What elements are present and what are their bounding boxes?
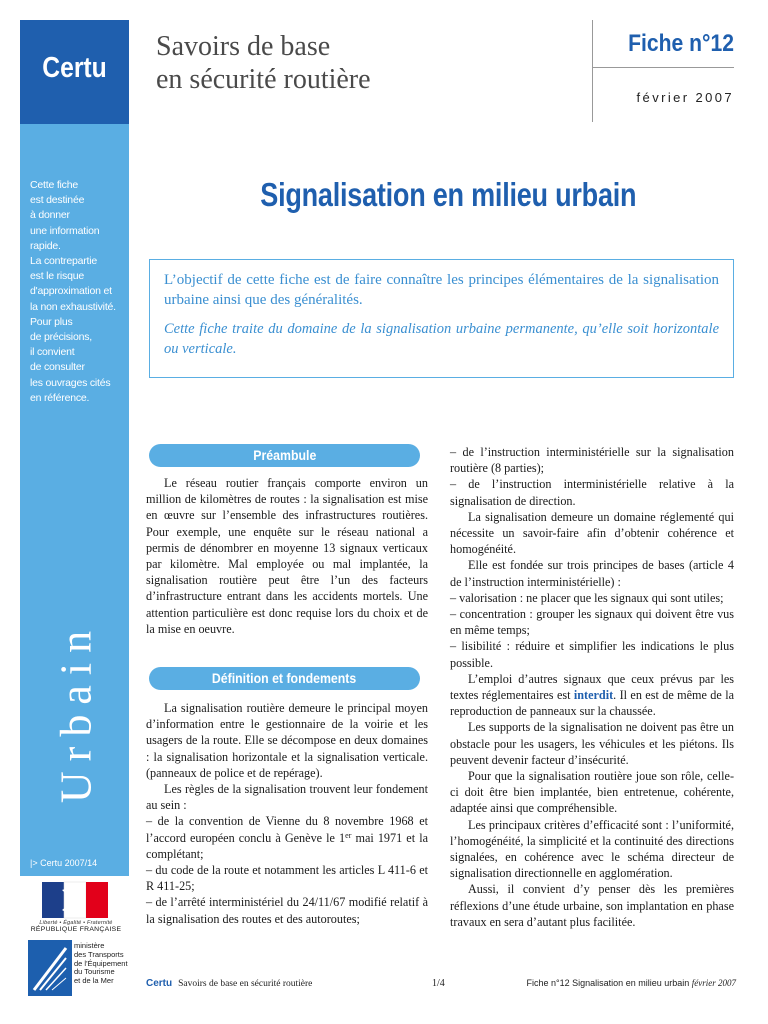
emphasis-interdit: interdit	[573, 688, 614, 703]
theme-label	[46, 602, 106, 822]
list-item: – concentration : grouper les signaux qui doivent être vus en même temps;	[450, 607, 734, 638]
intro-objective: L’objectif de cette fiche est de faire connaître les principes élémentaires de la signalisation urbaine ainsi que des généralités.	[164, 272, 719, 308]
note-line: il convient	[30, 346, 75, 359]
note-line: à donner	[30, 209, 70, 222]
rf-name: RÉPUBLIQUE FRANÇAISE	[30, 926, 122, 933]
section-heading-preambule: Préambule	[149, 444, 420, 467]
note-line: rapide.	[30, 239, 61, 252]
list-item: – de l’arrêté interministériel du 24/11/67 modifié relatif à la signalisation des routes et des autoroutes;	[146, 895, 428, 926]
list-item: – de l’instruction interministérielle relative à la signalisation de direction.	[450, 477, 734, 508]
note-line: en référence.	[30, 391, 90, 404]
intro-scope: Cette fiche traite du domaine de la signalisation urbaine permanente, qu’elle soit horizontale ou verticale.	[164, 321, 719, 357]
republique-francaise-logo	[28, 880, 124, 936]
note-line: La contrepartie	[30, 255, 98, 268]
list-item: – du code de la route et notamment les articles L 411-6 et R 411-25;	[146, 863, 428, 894]
certu-logo	[20, 20, 129, 124]
note-line: les ouvrages cités	[30, 376, 111, 389]
series-title: Savoirs de base en sécurité routière	[156, 31, 371, 95]
page-number: 1/4	[432, 978, 445, 989]
publication-date: février 2007	[636, 90, 734, 105]
note-line: d'approximation et	[30, 285, 112, 298]
brand-name: Certu	[42, 52, 107, 84]
sidebar	[20, 20, 129, 876]
marianne-icon	[28, 880, 124, 920]
footer-fiche-ref: Fiche n°12 Signalisation en milieu urbain février 2007	[526, 978, 736, 988]
note-line: de consulter	[30, 361, 85, 374]
note-line: Pour plus	[30, 315, 73, 328]
list-item: – valorisation : ne placer que les signaux qui sont utiles;	[450, 590, 724, 605]
footer-series: Savoirs de base en sécurité routière	[178, 979, 313, 989]
list-item: – lisibilité : réduire et simplifier les indications le plus possible.	[450, 639, 734, 670]
list-item: – de la convention de Vienne du 8 novembre 1968 et l’accord européen conclu à Genève le 1er mai 1971 et la complétant;	[146, 814, 428, 861]
ministry-emblem-icon	[28, 940, 72, 996]
page-footer	[146, 978, 736, 992]
theme-label-text: Urbain	[51, 620, 101, 804]
sidebar-note	[30, 178, 127, 406]
section-heading-definition: Définition et fondements	[149, 667, 420, 690]
intro-box	[149, 259, 734, 378]
preambule-text: Le réseau routier français comporte environ un million de kilomètres de routes : la signalisation est mise en œuvre sur l’ensemble des infrastructures routières. Pour exemple, une enquête sur le réseau national a permis de dénombrer en moyenne 13 signaux verticaux par kilomètre. Mal employée ou mal implantée, la signalisation routière peut être l’un des facteurs d’infrastructure entrant dans les accidents mortels. Une attention particulière est donc requise lors du choix et de la mise en oeuvre.	[146, 476, 428, 636]
ministry-name: ministère des Transports de l'Équipement du Tourisme et de la Mer	[74, 941, 128, 986]
ministry-logo	[28, 940, 126, 996]
fiche-number: Fiche n°12	[628, 30, 734, 57]
note-line: de précisions,	[30, 331, 92, 344]
note-line: est destinée	[30, 194, 85, 207]
definition-text: La signalisation routière demeure le principal moyen d’information entre le gestionnaire de la voirie et les usagers de la route. Elle se décompose en deux domaines : la signalisation horizontale et la signalisation verticale. (panneaux de police et de repérage). Les règles de la signalisation trouvent leur fondement au sein : – de la convention de Vienne du 8 novembre 1968 et l’accord européen conclu à Genève le 1er mai 1971 et la complétant; – du code de la route et notamment les articles L 411-6 et R 411-25; – de l’arrêté interministériel du 24/11/67 modifié relatif à la signalisation des routes et des autoroutes;	[146, 701, 428, 926]
document-title: Signalisation en milieu urbain	[260, 176, 637, 213]
note-line: une information	[30, 224, 100, 237]
note-line: la non exhaustivité.	[30, 300, 116, 313]
note-line: Cette fiche	[30, 179, 78, 191]
note-line: est le risque	[30, 270, 85, 283]
rf-motto: Liberté • Égalité • Fraternité	[39, 920, 113, 926]
right-column-text: – de l’instruction interministérielle sur la signalisation routière (8 parties); – de l’instruction interministérielle relative à la signalisation de direction. La signalisation demeure un domaine réglementé qui nécessite un savoir-faire afin d’obtenir cohérence et homogénéité. Elle est fondée sur trois principes de bases (article 4 de l’instruction interministérielle) : – valorisation : ne placer que les signaux qui sont utiles; – concentration : grouper les signaux qui doivent être vus en même temps; – lisibilité : réduire et simplifier les indications le plus possible. L’emploi d’autres signaux que ceux prévus par les textes réglementaires est interdit. Il en est de même de la reproduction de panneaux sur la chaussée. Les supports de la signalisation ne doivent pas être un obstacle pour les usagers, les véhicules et les piétons. Ils peuvent devenir facteur d’insécurité. Pour que la signalisation routière joue son rôle, celle-ci doit être bien implantée, bien entretenue, cohérente, adaptée ainsi que compréhensible. Les principaux critères d’efficacité sont : l’uniformité, l’homogénéité, la simplicité et la continuité des directions signalées, en cohérence avec le schéma directeur de signalisation directionnelle en agglomération. Aussi, il convient d’y penser dès les premières réflexions d’une étude urbaine, son implantation en phase travaux en sera d’autant plus facilitée.	[450, 445, 734, 929]
header-divider-horizontal	[592, 67, 734, 68]
footer-brand: Certu	[146, 978, 173, 989]
list-item: – de l’instruction interministérielle sur la signalisation routière (8 parties);	[450, 445, 734, 476]
reference-code: |> Certu 2007/14	[30, 858, 98, 868]
header-divider-vertical	[592, 20, 593, 122]
